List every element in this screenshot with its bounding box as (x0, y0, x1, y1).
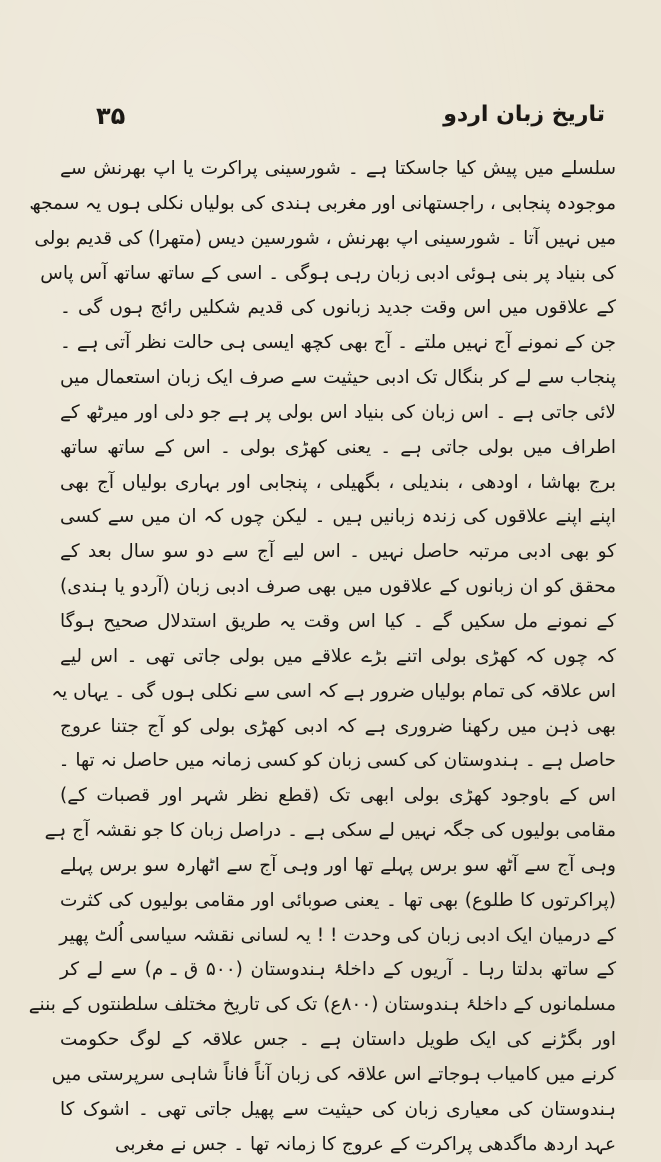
running-title: تاریخ زبان اردو (443, 102, 605, 127)
text-line: لائی جاتی ہے ۔ اس زبان کی بنیاد اس بولی پر ہے جو دلی اور میرٹھ کے (60, 401, 616, 423)
text-line: جن کے نمونے آج نہیں ملتے ۔ آج بھی کچھ ایسی ہی حالت نظر آتی ہے ۔ (60, 332, 616, 354)
text-line: کو بھی ادبی مرتبہ حاصل نہیں ۔ اس لیے آج سے دو سو سال بعد کے (60, 541, 616, 563)
text-line: وہی آج سے آٹھ سو برس پہلے تھا اور وہی آج سے اٹھارہ سو برس پہلے (60, 854, 616, 876)
text-line: حاصل ہے ۔ ہندوستان کی کسی زبان کو کسی زمانہ میں حاصل نہ تھا ۔ (58, 750, 616, 772)
text-line: عہد اردھ ماگدھی پراکرت کے عروج کا زمانہ تھا ۔ جس نے مغربی (114, 1133, 616, 1155)
text-line: کی بنیاد پر بنی ہوئی ادبی زبان رہی ہوگی ۔ اسی کے ساتھ ساتھ آس پاس (40, 262, 616, 284)
text-line: میں نہیں آتا ۔ شورسینی اپ بھرنش ، شورسین دیس (متھرا) کی قدیم بولی (34, 227, 616, 249)
text-line: کہ چوں کہ کھڑی بولی اتنے بڑے علاقے میں بولی جاتی تھی ۔ اس لیے (60, 645, 616, 667)
text-line: اور بگڑنے کی ایک طویل داستان ہے ۔ جس علاقہ کے لوگ حکومت (60, 1029, 616, 1051)
text-line: کے نمونے مل سکیں گے ۔ کیا اس وقت یہ طریق استدلال صحیح ہوگا (60, 610, 616, 632)
text-line: سلسلے میں پیش کیا جاسکتا ہے ۔ شورسینی پراکرت یا اپ بھرنش سے (60, 158, 616, 179)
text-line: مقامی بولیوں کی جگہ نہیں لے سکی ہے ۔ دراصل زبان کا جو نقشہ آج ہے (44, 820, 616, 842)
text-line: (پراکرتوں کا طلوع) بھی تھا ۔ یعنی صوبائی اور مقامی بولیوں کی کثرت (60, 889, 616, 911)
body-text (28, 152, 616, 1162)
text-line: اپنے اپنے علاقوں کی زندہ زبانیں ہیں ۔ لیکن چوں کہ ان میں سے کسی (60, 506, 616, 528)
text-line: برج بھاشا ، اودھی ، بندیلی ، بگھیلی ، پنجابی اور بہاری بولیاں آج بھی (60, 471, 616, 493)
text-line: مسلمانوں کے داخلۂ ہندوستان (۸۰۰ع) تک کی تاریخ مختلف سلطنتوں کے بننے (28, 994, 616, 1016)
text-line: موجودہ پنجابی ، راجستھانی اور مغربی ہندی کی بولیاں نکلی ہوں یہ سمجھ (29, 192, 616, 214)
page-number: ۳۵ (96, 102, 126, 130)
text-line: محقق کو ان زبانوں کے علاقوں میں بھی صرف ادبی زبان (آردو یا ہندی) (60, 576, 616, 598)
text-line: کے علاقوں میں اس وقت جدید زبانوں کی قدیم شکلیں رائج ہوں گی ۔ (60, 297, 616, 319)
text-line: پنجاب سے لے کر بنگال تک ادبی حیثیت سے صرف ایک زبان استعمال میں (60, 367, 616, 389)
text-line: بھی ذہن میں رکھنا ضروری ہے کہ ادبی کھڑی بولی کو آج جتنا عروج (60, 715, 616, 737)
text-line: اس کے باوجود کھڑی بولی ابھی تک (قطع نظر شہر اور قصبات کے) (60, 785, 616, 807)
text-line: کرنے میں کامیاب ہوجاتے اس علاقہ کی زبان آناً فاناً شاہی سرپرستی میں (51, 1063, 616, 1085)
text-line: اطراف میں بولی جاتی ہے ۔ یعنی کھڑی بولی ۔ اس کے ساتھ ساتھ (60, 436, 616, 458)
text-line: کے ساتھ بدلتا رہا ۔ آریوں کے داخلۂ ہندوستان (۵۰۰ ق ـ م) سے لے کر (60, 959, 616, 981)
text-line: کے درمیان ایک ادبی زبان کی وحدت ! ! یہ لسانی نقشہ سیاسی اُلٹ پھیر (59, 924, 616, 946)
text-line: اس علاقہ کی تمام بولیاں ضرور ہے کہ اسی سے نکلی ہوں گی ۔ یہاں یہ (51, 680, 616, 702)
text-line: ہندوستان کی معیاری زبان کی حیثیت سے پھیل جاتی تھی ۔ اشوک کا (60, 1098, 616, 1120)
page-header (96, 100, 605, 140)
